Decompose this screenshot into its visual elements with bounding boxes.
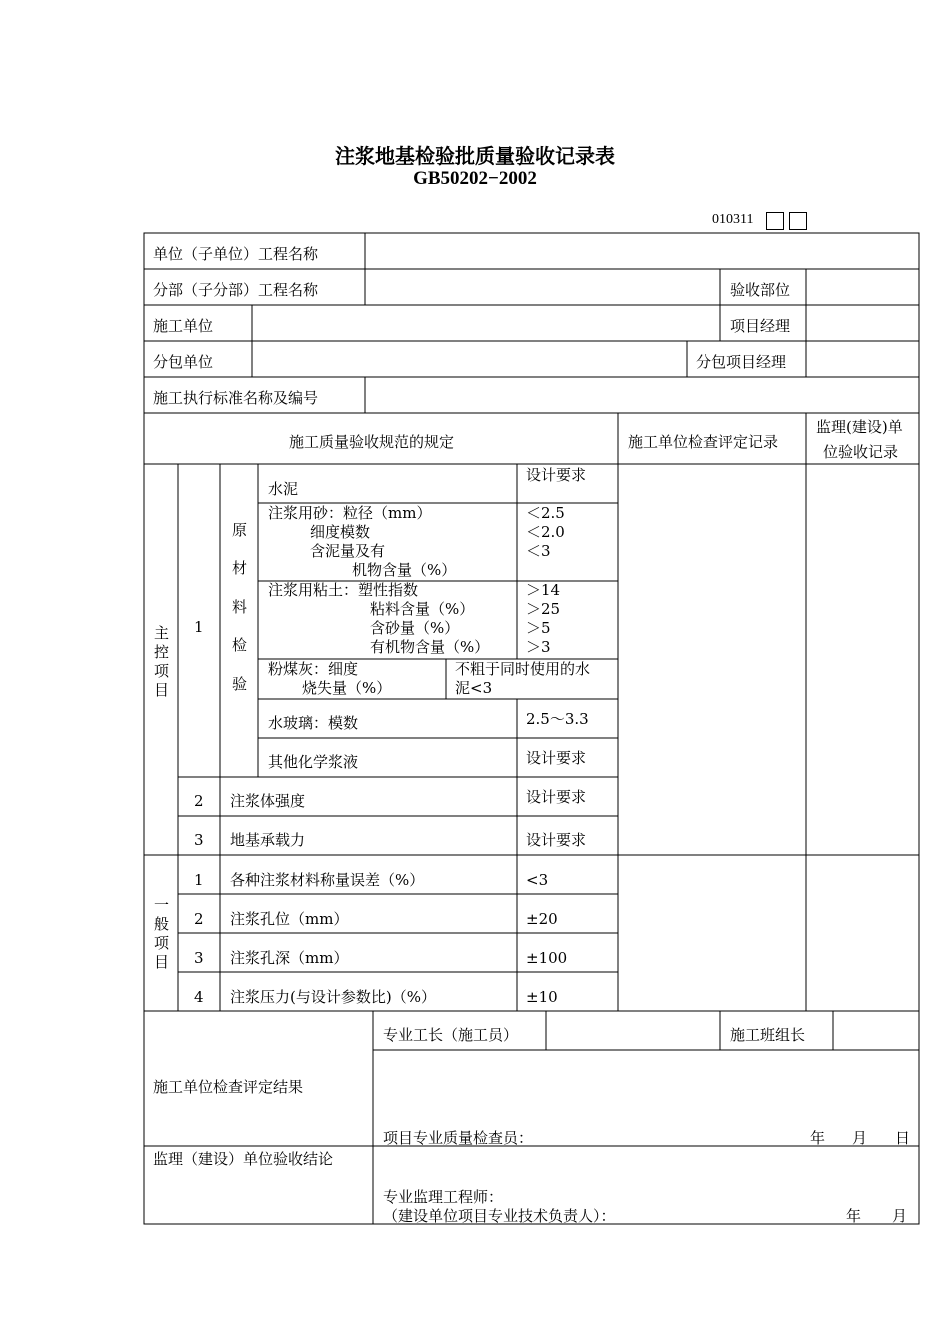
construction-unit-label: 施工单位 bbox=[153, 317, 214, 335]
supervisor-record-header-1: 监理(建设)单 bbox=[816, 418, 903, 436]
clay-req-1: ＞14 bbox=[526, 581, 561, 599]
cement-requirement: 设计要求 bbox=[526, 466, 587, 484]
other-slurry-requirement: 设计要求 bbox=[526, 749, 587, 767]
general-item2-number: 2 bbox=[194, 910, 204, 928]
form-code: 010311 bbox=[712, 212, 754, 227]
item1-number: 1 bbox=[194, 618, 204, 636]
general-label-3: 项 bbox=[154, 934, 170, 952]
standard-code: GB50202−2002 bbox=[413, 168, 537, 189]
sand-req-3: ＜3 bbox=[526, 542, 551, 560]
water-glass-requirement: 2.5～3.3 bbox=[526, 710, 589, 728]
raw-material-label-2: 材 bbox=[232, 559, 248, 577]
general-label-2: 般 bbox=[154, 915, 170, 933]
result-year: 年 bbox=[810, 1129, 826, 1147]
general-item3-name: 注浆孔深（mm） bbox=[230, 949, 349, 967]
main-label-4: 目 bbox=[154, 681, 170, 699]
raw-material-label-3: 料 bbox=[232, 598, 248, 616]
subcontract-unit-label: 分包单位 bbox=[153, 353, 214, 371]
flyash-line-2: 烧失量（%） bbox=[302, 679, 392, 697]
sub-project-label: 分部（子分部）工程名称 bbox=[153, 281, 319, 299]
main-label-1: 主 bbox=[154, 624, 170, 642]
raw-material-label-4: 检 bbox=[232, 636, 248, 654]
sand-line-1: 注浆用砂：粒径（mm） bbox=[268, 504, 432, 522]
general-item2-name: 注浆孔位（mm） bbox=[230, 910, 349, 928]
conclusion-year: 年 bbox=[846, 1207, 862, 1225]
item2-name: 注浆体强度 bbox=[230, 792, 306, 810]
clay-line-4: 有机物含量（%） bbox=[370, 638, 490, 656]
cement-name: 水泥 bbox=[268, 480, 299, 498]
item3-name: 地基承载力 bbox=[230, 831, 306, 849]
main-label-2: 控 bbox=[154, 643, 170, 661]
owner-representative-label: （建设单位项目专业技术负责人）： bbox=[383, 1207, 616, 1225]
general-item4-name: 注浆压力(与设计参数比)（%） bbox=[230, 988, 436, 1006]
sand-req-2: ＜2.0 bbox=[526, 523, 565, 541]
clay-line-2: 粘料含量（%） bbox=[370, 600, 475, 618]
general-label-4: 目 bbox=[154, 953, 170, 971]
subcontract-manager-label: 分包项目经理 bbox=[696, 353, 787, 371]
general-item4-number: 4 bbox=[194, 988, 204, 1006]
item3-requirement: 设计要求 bbox=[526, 831, 587, 849]
foreman-label: 专业工长（施工员） bbox=[383, 1026, 519, 1044]
project-manager-label: 项目经理 bbox=[730, 317, 791, 335]
general-item2-requirement: ±20 bbox=[526, 910, 558, 928]
unit-project-label: 单位（子单位）工程名称 bbox=[153, 245, 319, 263]
raw-material-label-5: 验 bbox=[232, 675, 248, 693]
item2-number: 2 bbox=[194, 792, 204, 810]
general-item1-requirement: <3 bbox=[526, 871, 549, 889]
flyash-line-1: 粉煤灰：细度 bbox=[268, 660, 359, 678]
item3-number: 3 bbox=[194, 831, 204, 849]
item2-requirement: 设计要求 bbox=[526, 788, 587, 806]
water-glass-name: 水玻璃：模数 bbox=[268, 714, 359, 732]
result-month: 月 bbox=[852, 1129, 868, 1147]
clay-req-2: ＞25 bbox=[526, 600, 561, 618]
general-item1-number: 1 bbox=[194, 871, 204, 889]
sand-line-2: 细度模数 bbox=[310, 523, 371, 541]
general-item3-requirement: ±100 bbox=[526, 949, 568, 967]
general-item3-number: 3 bbox=[194, 949, 204, 967]
quality-inspector-label: 项目专业质量检查员： bbox=[383, 1129, 534, 1147]
other-slurry-name: 其他化学浆液 bbox=[268, 753, 359, 771]
supervisor-record-header-2: 位验收记录 bbox=[823, 443, 899, 461]
supervising-engineer-label: 专业监理工程师： bbox=[383, 1188, 504, 1206]
clay-line-1: 注浆用粘土：塑性指数 bbox=[268, 581, 419, 599]
flyash-req-1: 不粗于同时使用的水 bbox=[455, 660, 591, 678]
spec-header: 施工质量验收规范的规定 bbox=[289, 433, 455, 451]
clay-req-4: ＞3 bbox=[526, 638, 551, 656]
team-leader-label: 施工班组长 bbox=[730, 1026, 806, 1044]
sand-line-3: 含泥量及有 bbox=[310, 542, 386, 560]
acceptance-part-label: 验收部位 bbox=[730, 281, 791, 299]
sand-line-4: 机物含量（%） bbox=[352, 561, 457, 579]
raw-material-label-1: 原 bbox=[232, 521, 248, 539]
contractor-record-header: 施工单位检查评定记录 bbox=[628, 433, 779, 451]
contractor-result-label: 施工单位检查评定结果 bbox=[153, 1078, 304, 1096]
general-item4-requirement: ±10 bbox=[526, 988, 558, 1006]
sand-req-1: ＜2.5 bbox=[526, 504, 565, 522]
supervisor-conclusion-label: 监理（建设）单位验收结论 bbox=[153, 1150, 334, 1168]
main-label-3: 项 bbox=[154, 662, 170, 680]
clay-req-3: ＞5 bbox=[526, 619, 551, 637]
flyash-req-2: 泥<3 bbox=[455, 679, 493, 697]
result-day: 日 bbox=[895, 1129, 911, 1147]
general-item1-name: 各种注浆材料称量误差（%） bbox=[230, 871, 425, 889]
general-label-1: 一 bbox=[154, 896, 170, 914]
page-title: 注浆地基检验批质量验收记录表 bbox=[335, 144, 615, 168]
clay-line-3: 含砂量（%） bbox=[370, 619, 460, 637]
conclusion-month: 月 bbox=[892, 1207, 908, 1225]
standard-name-label: 施工执行标准名称及编号 bbox=[153, 389, 319, 407]
